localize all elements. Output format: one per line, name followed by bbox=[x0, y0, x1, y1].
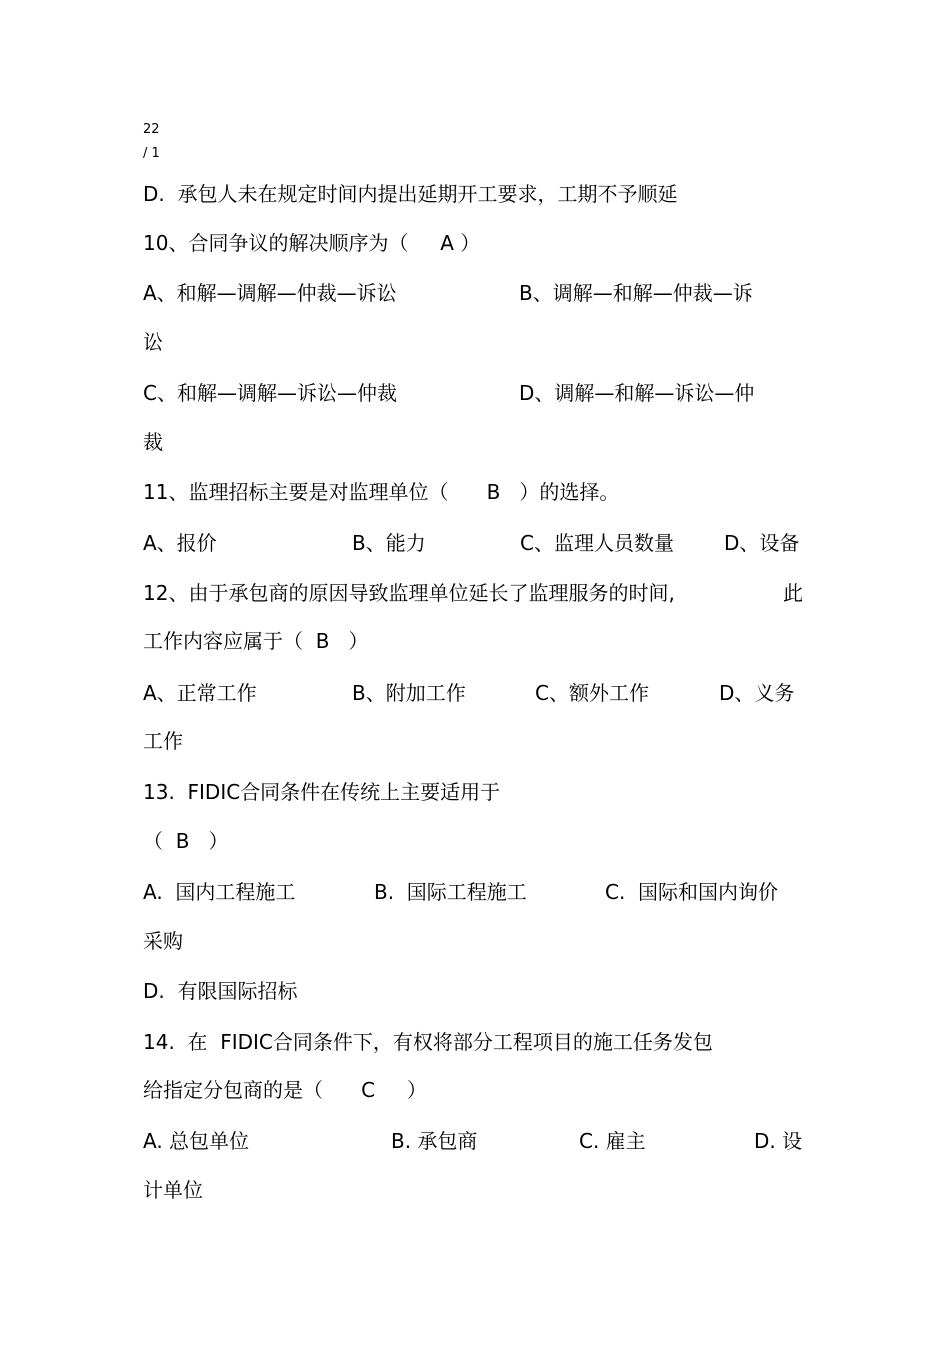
q10-option-d-cont: 裁 bbox=[143, 430, 163, 454]
q10-option-b: B、调解—和解—仲裁—诉 bbox=[519, 281, 753, 305]
q12-option-c: C、额外工作 bbox=[535, 681, 649, 705]
q14-option-a: A. 总包单位 bbox=[143, 1129, 250, 1153]
q12-stem bbox=[143, 579, 843, 607]
q14-options bbox=[143, 1127, 843, 1155]
q14-option-d: D. 设 bbox=[754, 1129, 803, 1153]
q10-options-ab bbox=[143, 279, 843, 307]
q13-answer: （ B ） bbox=[143, 829, 229, 853]
q14-stem: 14. 在 FIDIC合同条件下，有权将部分工程项目的施工任务发包 bbox=[143, 1030, 713, 1054]
q13-options bbox=[143, 878, 843, 906]
q14-option-d-cont: 计单位 bbox=[143, 1178, 203, 1202]
q12-option-a: A、正常工作 bbox=[143, 681, 257, 705]
q12-option-d-cont: 工作 bbox=[143, 729, 183, 753]
q13-option-d: D. 有限国际招标 bbox=[143, 979, 298, 1003]
q11-option-c: C、监理人员数量 bbox=[520, 531, 674, 555]
q10-option-a: A、和解—调解—仲裁—诉讼 bbox=[143, 281, 397, 305]
q10-option-b-cont: 讼 bbox=[143, 330, 163, 354]
page-number-top: 22 bbox=[143, 122, 160, 137]
q11-stem: 11、监理招标主要是对监理单位（ B ）的选择。 bbox=[143, 480, 620, 504]
q14-stem-cont: 给指定分包商的是（ C ） bbox=[143, 1078, 427, 1102]
q11-option-b: B、能力 bbox=[352, 531, 426, 555]
q10-option-c: C、和解—调解—诉讼—仲裁 bbox=[143, 381, 397, 405]
q12-options bbox=[143, 679, 843, 707]
q12-stem-main: 12、由于承包商的原因导致监理单位延长了监理服务的时间, bbox=[143, 581, 675, 605]
q14-option-b: B. 承包商 bbox=[391, 1129, 478, 1153]
q10-options-cd bbox=[143, 379, 843, 407]
q11-option-a: A、报价 bbox=[143, 531, 217, 555]
q12-stem-cont: 工作内容应属于（ B ） bbox=[143, 629, 369, 653]
q12-stem-tail: 此 bbox=[783, 581, 803, 605]
q12-option-d: D、义务 bbox=[719, 681, 795, 705]
q13-option-c: C. 国际和国内询价 bbox=[605, 880, 779, 904]
q12-option-b: B、附加工作 bbox=[352, 681, 466, 705]
q14-option-c: C. 雇主 bbox=[579, 1129, 646, 1153]
q13-option-b: B. 国际工程施工 bbox=[374, 880, 527, 904]
page-number-bottom: / 1 bbox=[143, 146, 160, 161]
q9-option-d: D. 承包人未在规定时间内提出延期开工要求，工期不予顺延 bbox=[143, 182, 678, 206]
q13-option-c-cont: 采购 bbox=[143, 929, 183, 953]
q13-stem: 13. FIDIC合同条件在传统上主要适用于 bbox=[143, 780, 501, 804]
q10-stem: 10、合同争议的解决顺序为（ A ） bbox=[143, 231, 481, 255]
q11-options bbox=[143, 529, 843, 557]
q11-option-d: D、设备 bbox=[724, 531, 800, 555]
q10-option-d: D、调解—和解—诉讼—仲 bbox=[519, 381, 755, 405]
q13-option-a: A. 国内工程施工 bbox=[143, 880, 296, 904]
